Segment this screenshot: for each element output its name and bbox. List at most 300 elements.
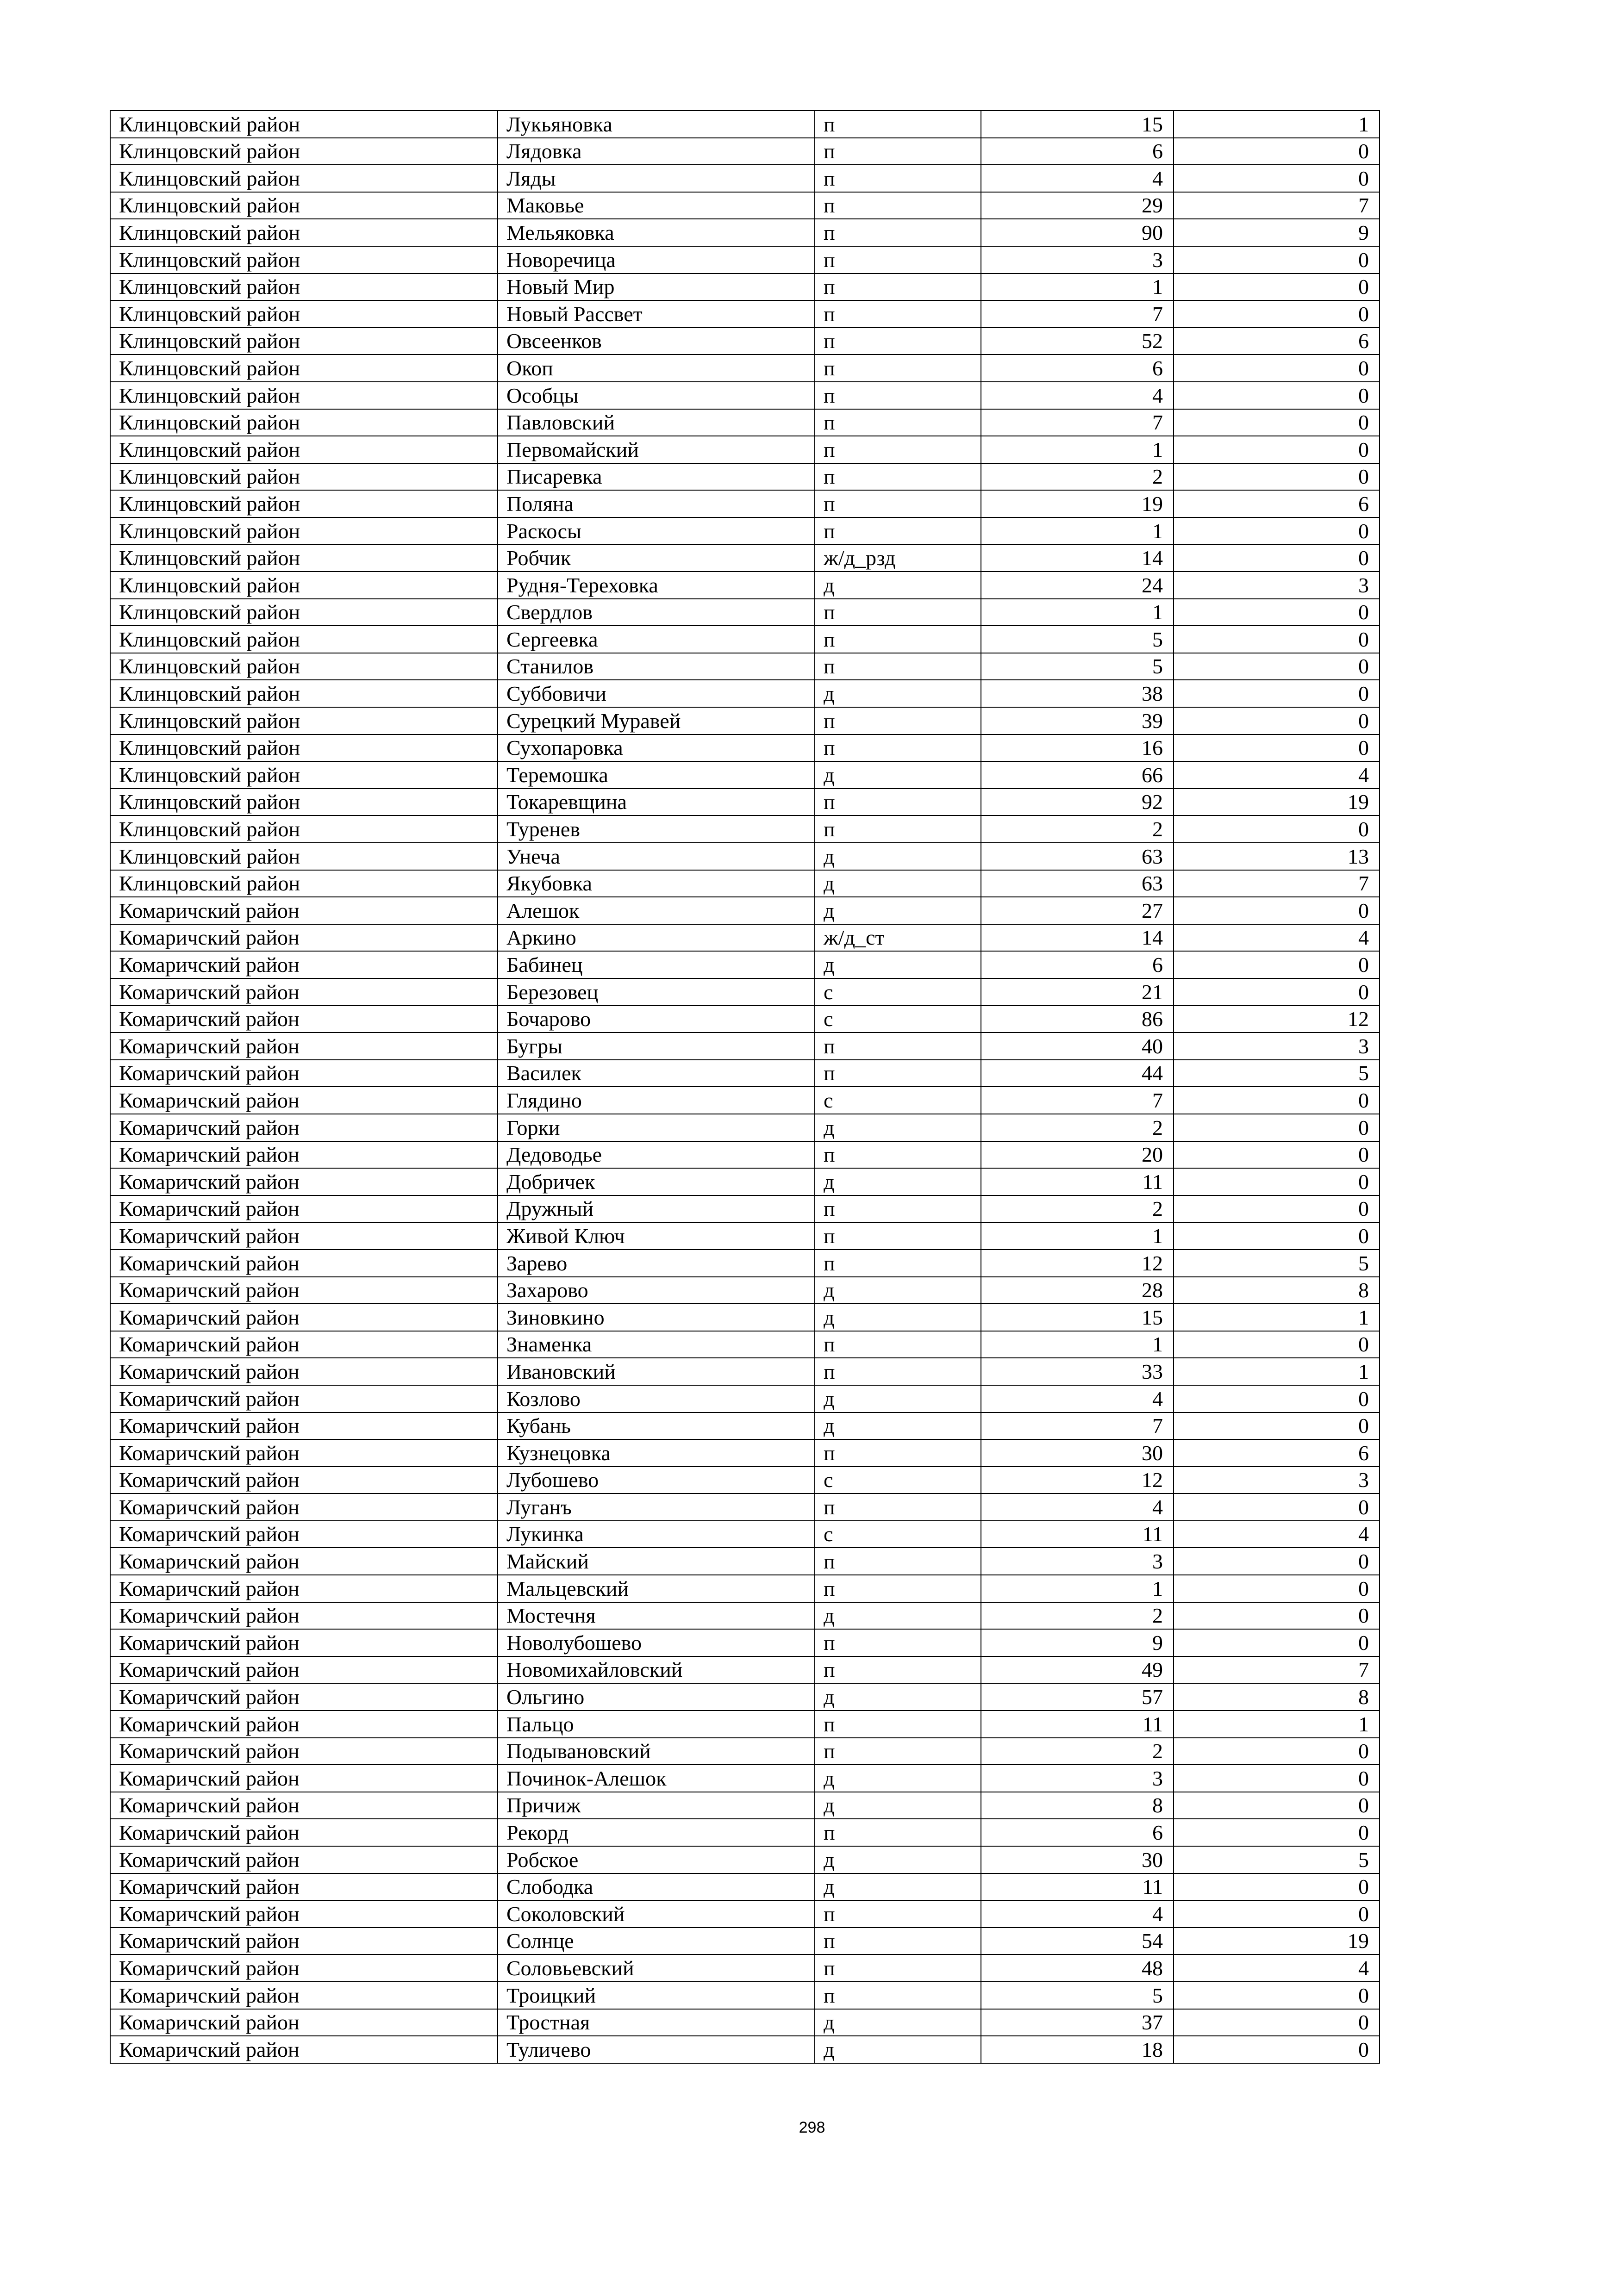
count-cell: 40 — [981, 1033, 1174, 1060]
type-cell: п — [815, 599, 981, 626]
district-cell: Клинцовский район — [110, 165, 498, 192]
table-row — [110, 680, 1380, 707]
table-row — [110, 599, 1380, 626]
type-cell: д — [815, 2036, 981, 2063]
count-cell: 5 — [981, 1982, 1174, 2009]
subcount-cell: 0 — [1174, 1222, 1380, 1250]
table-row — [110, 1304, 1380, 1331]
table-body — [110, 111, 1380, 2063]
subcount-cell: 0 — [1174, 1602, 1380, 1630]
district-cell: Комаричский район — [110, 1331, 498, 1358]
settlement-cell: Дружный — [498, 1195, 815, 1223]
subcount-cell: 4 — [1174, 924, 1380, 952]
subcount-cell: 0 — [1174, 707, 1380, 734]
table-row — [110, 1819, 1380, 1846]
subcount-cell: 0 — [1174, 897, 1380, 924]
subcount-cell: 9 — [1174, 219, 1380, 246]
district-cell: Клинцовский район — [110, 355, 498, 382]
count-cell: 92 — [981, 789, 1174, 816]
settlement-cell: Соколовский — [498, 1900, 815, 1928]
type-cell: п — [815, 1141, 981, 1169]
type-cell: ж/д_рзд — [815, 545, 981, 572]
settlement-cell: Подывановский — [498, 1738, 815, 1765]
settlement-cell: Унеча — [498, 843, 815, 870]
subcount-cell: 0 — [1174, 1114, 1380, 1141]
count-cell: 33 — [981, 1358, 1174, 1385]
settlement-cell: Сухопаровка — [498, 734, 815, 762]
settlement-cell: Суббовичи — [498, 680, 815, 707]
table-row — [110, 436, 1380, 463]
settlement-cell: Аркино — [498, 924, 815, 952]
count-cell: 15 — [981, 111, 1174, 138]
district-cell: Комаричский район — [110, 1222, 498, 1250]
district-cell: Клинцовский район — [110, 382, 498, 409]
type-cell: п — [815, 409, 981, 436]
table-row — [110, 111, 1380, 138]
count-cell: 11 — [981, 1521, 1174, 1548]
settlement-cell: Свердлов — [498, 599, 815, 626]
district-cell: Клинцовский район — [110, 789, 498, 816]
count-cell: 8 — [981, 1792, 1174, 1819]
table-row — [110, 490, 1380, 517]
count-cell: 11 — [981, 1873, 1174, 1901]
type-cell: с — [815, 1006, 981, 1033]
settlement-cell: Захарово — [498, 1277, 815, 1304]
district-cell: Комаричский район — [110, 1087, 498, 1114]
district-cell: Комаричский район — [110, 1900, 498, 1928]
settlement-cell: Знаменка — [498, 1331, 815, 1358]
district-cell: Комаричский район — [110, 1602, 498, 1630]
subcount-cell: 0 — [1174, 815, 1380, 843]
count-cell: 54 — [981, 1928, 1174, 1955]
count-cell: 30 — [981, 1439, 1174, 1467]
type-cell: д — [815, 1792, 981, 1819]
count-cell: 16 — [981, 734, 1174, 762]
settlement-cell: Новый Мир — [498, 274, 815, 301]
table-row — [110, 1548, 1380, 1575]
type-cell: п — [815, 1493, 981, 1521]
count-cell: 48 — [981, 1954, 1174, 1982]
district-cell: Комаричский район — [110, 1819, 498, 1846]
type-cell: п — [815, 192, 981, 219]
type-cell: п — [815, 517, 981, 545]
district-cell: Комаричский район — [110, 1982, 498, 2009]
table-row — [110, 165, 1380, 192]
count-cell: 4 — [981, 382, 1174, 409]
table-row — [110, 1331, 1380, 1358]
type-cell: п — [815, 1819, 981, 1846]
count-cell: 1 — [981, 1331, 1174, 1358]
subcount-cell: 0 — [1174, 1873, 1380, 1901]
count-cell: 11 — [981, 1168, 1174, 1195]
subcount-cell: 8 — [1174, 1683, 1380, 1711]
settlement-cell: Луганъ — [498, 1493, 815, 1521]
table-row — [110, 138, 1380, 165]
type-cell: д — [815, 1385, 981, 1412]
settlement-cell: Зарево — [498, 1250, 815, 1277]
table-row — [110, 1711, 1380, 1738]
type-cell: п — [815, 165, 981, 192]
subcount-cell: 0 — [1174, 300, 1380, 328]
settlement-cell: Сурецкий Муравей — [498, 707, 815, 734]
subcount-cell: 0 — [1174, 1168, 1380, 1195]
type-cell: д — [815, 1114, 981, 1141]
district-cell: Клинцовский район — [110, 680, 498, 707]
count-cell: 63 — [981, 870, 1174, 897]
settlement-cell: Березовец — [498, 978, 815, 1006]
type-cell: д — [815, 897, 981, 924]
subcount-cell: 0 — [1174, 274, 1380, 301]
count-cell: 1 — [981, 599, 1174, 626]
district-cell: Клинцовский район — [110, 626, 498, 653]
district-cell: Комаричский район — [110, 1873, 498, 1901]
settlement-cell: Пальцо — [498, 1711, 815, 1738]
settlement-cell: Новолубошево — [498, 1629, 815, 1656]
settlement-cell: Павловский — [498, 409, 815, 436]
count-cell: 24 — [981, 572, 1174, 599]
type-cell: с — [815, 1521, 981, 1548]
count-cell: 49 — [981, 1656, 1174, 1684]
table-row — [110, 1900, 1380, 1928]
settlement-cell: Робчик — [498, 545, 815, 572]
type-cell: п — [815, 1439, 981, 1467]
table-row — [110, 1575, 1380, 1602]
district-cell: Комаричский район — [110, 1304, 498, 1331]
table-row — [110, 1412, 1380, 1440]
type-cell: п — [815, 436, 981, 463]
settlement-cell: Тростная — [498, 2009, 815, 2036]
count-cell: 2 — [981, 815, 1174, 843]
table-row — [110, 1792, 1380, 1819]
subcount-cell: 0 — [1174, 1982, 1380, 2009]
count-cell: 66 — [981, 761, 1174, 789]
type-cell: д — [815, 1683, 981, 1711]
settlement-cell: Писаревка — [498, 463, 815, 491]
subcount-cell: 3 — [1174, 1033, 1380, 1060]
settlement-cell: Ольгино — [498, 1683, 815, 1711]
table-row — [110, 1521, 1380, 1548]
district-cell: Комаричский район — [110, 1277, 498, 1304]
count-cell: 44 — [981, 1060, 1174, 1087]
subcount-cell: 0 — [1174, 1792, 1380, 1819]
count-cell: 2 — [981, 1195, 1174, 1223]
settlement-cell: Мостечня — [498, 1602, 815, 1630]
count-cell: 7 — [981, 1412, 1174, 1440]
count-cell: 1 — [981, 436, 1174, 463]
table-row — [110, 924, 1380, 952]
settlement-cell: Солнце — [498, 1928, 815, 1955]
district-cell: Клинцовский район — [110, 409, 498, 436]
count-cell: 57 — [981, 1683, 1174, 1711]
table-row — [110, 1222, 1380, 1250]
type-cell: п — [815, 1954, 981, 1982]
table-row — [110, 978, 1380, 1006]
district-cell: Комаричский район — [110, 1683, 498, 1711]
type-cell: п — [815, 1358, 981, 1385]
type-cell: п — [815, 1060, 981, 1087]
district-cell: Клинцовский район — [110, 843, 498, 870]
type-cell: ж/д_ст — [815, 924, 981, 952]
type-cell: д — [815, 2009, 981, 2036]
subcount-cell: 6 — [1174, 328, 1380, 355]
table-row — [110, 1033, 1380, 1060]
district-cell: Комаричский район — [110, 1250, 498, 1277]
district-cell: Клинцовский район — [110, 653, 498, 680]
count-cell: 15 — [981, 1304, 1174, 1331]
count-cell: 27 — [981, 897, 1174, 924]
subcount-cell: 4 — [1174, 1521, 1380, 1548]
count-cell: 5 — [981, 626, 1174, 653]
count-cell: 29 — [981, 192, 1174, 219]
settlement-cell: Кузнецовка — [498, 1439, 815, 1467]
type-cell: п — [815, 382, 981, 409]
subcount-cell: 0 — [1174, 1141, 1380, 1169]
table-row — [110, 1873, 1380, 1901]
settlement-cell: Лукинка — [498, 1521, 815, 1548]
settlement-cell: Якубовка — [498, 870, 815, 897]
district-cell: Комаричский район — [110, 1656, 498, 1684]
type-cell: д — [815, 1304, 981, 1331]
district-cell: Комаричский район — [110, 1412, 498, 1440]
settlement-cell: Бугры — [498, 1033, 815, 1060]
district-cell: Комаричский район — [110, 1521, 498, 1548]
table-row — [110, 1467, 1380, 1494]
table-row — [110, 870, 1380, 897]
type-cell: д — [815, 1873, 981, 1901]
table-row — [110, 274, 1380, 301]
settlement-cell: Бабинец — [498, 951, 815, 978]
settlement-cell: Мельяковка — [498, 219, 815, 246]
table-row — [110, 1087, 1380, 1114]
district-cell: Комаричский район — [110, 2009, 498, 2036]
district-cell: Клинцовский район — [110, 274, 498, 301]
settlement-cell: Робское — [498, 1846, 815, 1873]
type-cell: с — [815, 1087, 981, 1114]
district-cell: Комаричский район — [110, 1629, 498, 1656]
subcount-cell: 4 — [1174, 1954, 1380, 1982]
type-cell: п — [815, 1900, 981, 1928]
settlement-cell: Рекорд — [498, 1819, 815, 1846]
table-row — [110, 1846, 1380, 1873]
subcount-cell: 3 — [1174, 1467, 1380, 1494]
type-cell: п — [815, 815, 981, 843]
type-cell: д — [815, 680, 981, 707]
district-cell: Клинцовский район — [110, 300, 498, 328]
subcount-cell: 0 — [1174, 1629, 1380, 1656]
subcount-cell: 4 — [1174, 761, 1380, 789]
district-cell: Комаричский район — [110, 1358, 498, 1385]
subcount-cell: 19 — [1174, 1928, 1380, 1955]
count-cell: 30 — [981, 1846, 1174, 1873]
settlement-cell: Мальцевский — [498, 1575, 815, 1602]
district-cell: Комаричский район — [110, 1548, 498, 1575]
subcount-cell: 0 — [1174, 1195, 1380, 1223]
count-cell: 1 — [981, 517, 1174, 545]
settlement-cell: Лубошево — [498, 1467, 815, 1494]
table-row — [110, 219, 1380, 246]
table-row — [110, 545, 1380, 572]
table-row — [110, 815, 1380, 843]
settlement-cell: Слободка — [498, 1873, 815, 1901]
district-cell: Клинцовский район — [110, 219, 498, 246]
type-cell: п — [815, 274, 981, 301]
type-cell: п — [815, 734, 981, 762]
district-cell: Клинцовский район — [110, 599, 498, 626]
subcount-cell: 0 — [1174, 626, 1380, 653]
count-cell: 4 — [981, 1493, 1174, 1521]
count-cell: 1 — [981, 1575, 1174, 1602]
settlement-cell: Починок-Алешок — [498, 1765, 815, 1792]
district-cell: Клинцовский район — [110, 436, 498, 463]
type-cell: д — [815, 761, 981, 789]
settlement-cell: Рудня-Тереховка — [498, 572, 815, 599]
count-cell: 12 — [981, 1467, 1174, 1494]
count-cell: 4 — [981, 1900, 1174, 1928]
table-row — [110, 1982, 1380, 2009]
district-cell: Комаричский район — [110, 1928, 498, 1955]
type-cell: д — [815, 870, 981, 897]
count-cell: 4 — [981, 1385, 1174, 1412]
settlement-cell: Алешок — [498, 897, 815, 924]
table-row — [110, 328, 1380, 355]
type-cell: д — [815, 1168, 981, 1195]
district-cell: Комаричский район — [110, 1168, 498, 1195]
table-row — [110, 626, 1380, 653]
district-cell: Комаричский район — [110, 1439, 498, 1467]
district-cell: Клинцовский район — [110, 517, 498, 545]
settlement-cell: Овсеенков — [498, 328, 815, 355]
district-cell: Комаричский район — [110, 951, 498, 978]
settlement-cell: Майский — [498, 1548, 815, 1575]
district-cell: Клинцовский район — [110, 545, 498, 572]
type-cell: п — [815, 246, 981, 274]
type-cell: п — [815, 1331, 981, 1358]
table-row — [110, 192, 1380, 219]
subcount-cell: 0 — [1174, 1493, 1380, 1521]
district-cell: Комаричский район — [110, 1954, 498, 1982]
district-cell: Клинцовский район — [110, 138, 498, 165]
subcount-cell: 13 — [1174, 843, 1380, 870]
settlement-cell: Лядовка — [498, 138, 815, 165]
district-cell: Комаричский район — [110, 1467, 498, 1494]
settlement-cell: Лукьяновка — [498, 111, 815, 138]
subcount-cell: 0 — [1174, 1819, 1380, 1846]
table-row — [110, 1141, 1380, 1169]
table-row — [110, 572, 1380, 599]
settlement-cell: Ивановский — [498, 1358, 815, 1385]
subcount-cell: 0 — [1174, 2036, 1380, 2063]
settlement-cell: Горки — [498, 1114, 815, 1141]
type-cell: п — [815, 1629, 981, 1656]
type-cell: с — [815, 978, 981, 1006]
count-cell: 6 — [981, 1819, 1174, 1846]
subcount-cell: 0 — [1174, 951, 1380, 978]
type-cell: п — [815, 653, 981, 680]
type-cell: п — [815, 490, 981, 517]
table-row — [110, 734, 1380, 762]
settlement-cell: Маковье — [498, 192, 815, 219]
count-cell: 6 — [981, 355, 1174, 382]
district-cell: Комаричский район — [110, 1060, 498, 1087]
subcount-cell: 0 — [1174, 138, 1380, 165]
subcount-cell: 0 — [1174, 545, 1380, 572]
settlement-cell: Новомихайловский — [498, 1656, 815, 1684]
table-row — [110, 2036, 1380, 2063]
district-cell: Комаричский район — [110, 2036, 498, 2063]
table-row — [110, 843, 1380, 870]
count-cell: 5 — [981, 653, 1174, 680]
count-cell: 7 — [981, 409, 1174, 436]
count-cell: 1 — [981, 1222, 1174, 1250]
settlement-cell: Токаревщина — [498, 789, 815, 816]
settlement-cell: Новоречица — [498, 246, 815, 274]
settlement-cell: Поляна — [498, 490, 815, 517]
count-cell: 2 — [981, 1114, 1174, 1141]
count-cell: 7 — [981, 1087, 1174, 1114]
district-cell: Клинцовский район — [110, 707, 498, 734]
table-row — [110, 951, 1380, 978]
subcount-cell: 1 — [1174, 1711, 1380, 1738]
type-cell: п — [815, 1575, 981, 1602]
type-cell: п — [815, 355, 981, 382]
type-cell: д — [815, 1277, 981, 1304]
subcount-cell: 7 — [1174, 192, 1380, 219]
district-cell: Комаричский район — [110, 1385, 498, 1412]
count-cell: 9 — [981, 1629, 1174, 1656]
settlement-cell: Кубань — [498, 1412, 815, 1440]
type-cell: п — [815, 1250, 981, 1277]
subcount-cell: 8 — [1174, 1277, 1380, 1304]
district-cell: Комаричский район — [110, 924, 498, 952]
table-row — [110, 761, 1380, 789]
settlement-cell: Козлово — [498, 1385, 815, 1412]
subcount-cell: 12 — [1174, 1006, 1380, 1033]
table-row — [110, 1683, 1380, 1711]
subcount-cell: 7 — [1174, 1656, 1380, 1684]
subcount-cell: 0 — [1174, 1385, 1380, 1412]
count-cell: 2 — [981, 1738, 1174, 1765]
settlement-cell: Причиж — [498, 1792, 815, 1819]
settlement-cell: Туренев — [498, 815, 815, 843]
page-number: 298 — [799, 2119, 825, 2136]
table-row — [110, 1385, 1380, 1412]
subcount-cell: 19 — [1174, 789, 1380, 816]
table-row — [110, 2009, 1380, 2036]
district-cell: Клинцовский район — [110, 328, 498, 355]
district-cell: Комаричский район — [110, 1575, 498, 1602]
count-cell: 39 — [981, 707, 1174, 734]
settlement-cell: Дедоводье — [498, 1141, 815, 1169]
table-row — [110, 1656, 1380, 1684]
count-cell: 2 — [981, 463, 1174, 491]
type-cell: п — [815, 300, 981, 328]
type-cell: п — [815, 219, 981, 246]
subcount-cell: 0 — [1174, 1087, 1380, 1114]
type-cell: п — [815, 1222, 981, 1250]
table-row — [110, 463, 1380, 491]
table-row — [110, 1250, 1380, 1277]
subcount-cell: 0 — [1174, 1575, 1380, 1602]
district-cell: Комаричский район — [110, 1493, 498, 1521]
subcount-cell: 0 — [1174, 1412, 1380, 1440]
settlement-cell: Соловьевский — [498, 1954, 815, 1982]
count-cell: 38 — [981, 680, 1174, 707]
type-cell: п — [815, 1548, 981, 1575]
type-cell: п — [815, 1928, 981, 1955]
settlement-cell: Бочарово — [498, 1006, 815, 1033]
district-cell: Комаричский район — [110, 1711, 498, 1738]
district-cell: Комаричский район — [110, 1114, 498, 1141]
